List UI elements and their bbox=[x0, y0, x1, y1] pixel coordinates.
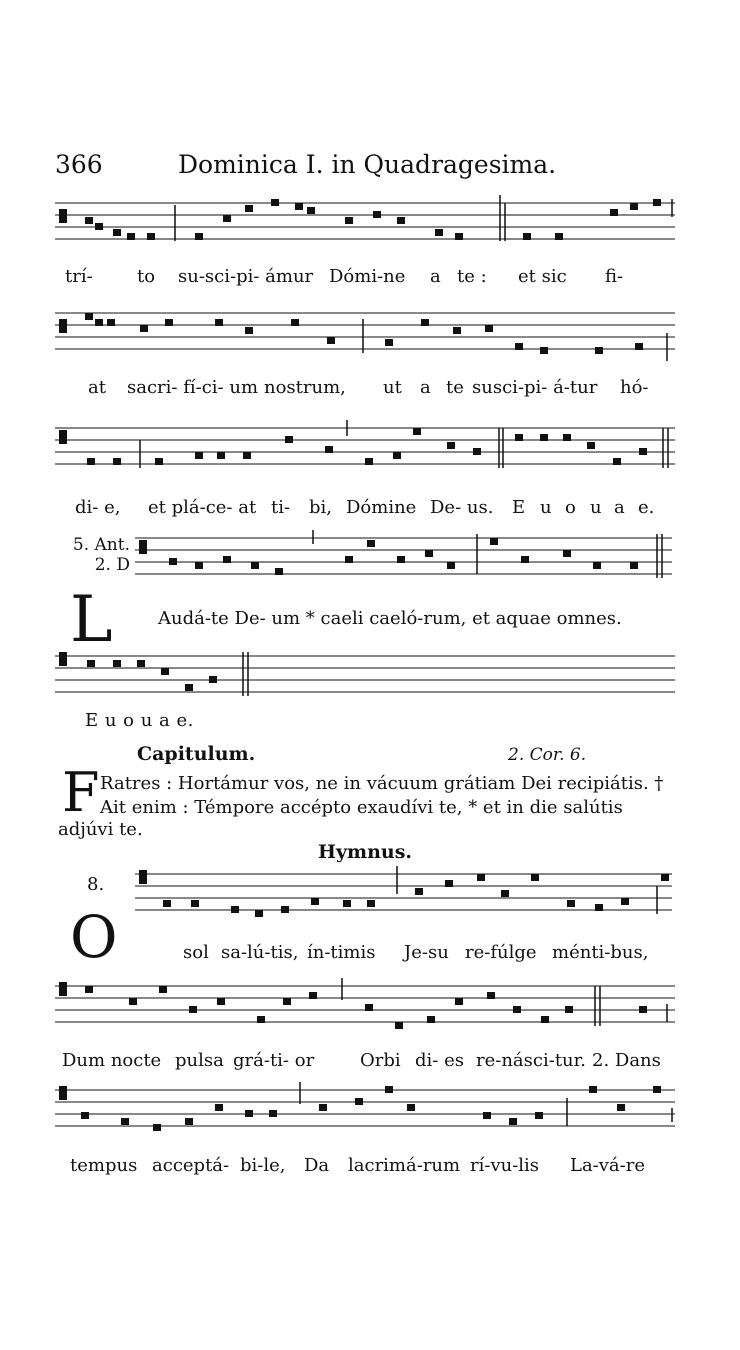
staff-lines bbox=[135, 530, 672, 590]
scripture-reference: 2. Cor. 6. bbox=[508, 745, 587, 765]
lyric-word: pulsa bbox=[175, 1050, 224, 1071]
lyric-word: Dómi-ne bbox=[329, 266, 406, 287]
lyric-word: E bbox=[512, 497, 526, 518]
staff-lines bbox=[55, 1082, 675, 1142]
drop-cap-initial: L bbox=[70, 583, 113, 657]
antiphon-euouae-staff bbox=[55, 648, 675, 708]
drop-cap-initial: O bbox=[70, 903, 118, 971]
capitulum-heading: Capitulum. bbox=[137, 743, 256, 765]
lyric-word: sol bbox=[183, 942, 209, 963]
lyric-word: Je-su bbox=[404, 942, 449, 963]
staff-lines bbox=[55, 420, 675, 480]
lyric-word: re-násci-tur. bbox=[476, 1050, 586, 1071]
lyric-word: a bbox=[614, 497, 625, 518]
lyric-word: te : bbox=[457, 266, 487, 287]
lyric-word: La-vá-re bbox=[570, 1155, 646, 1176]
lyric-word: o bbox=[565, 497, 576, 518]
antiphon-text: Audá-te De- um * caeli caeló-rum, et aquae omnes. bbox=[158, 608, 622, 629]
staff-lines bbox=[135, 866, 672, 926]
lyric-word: di- e, bbox=[75, 497, 121, 518]
lyric-word: u bbox=[540, 497, 552, 518]
lyric-word: e. bbox=[638, 497, 655, 518]
staff-lines bbox=[55, 305, 675, 365]
hymn-staff-1 bbox=[135, 866, 672, 926]
lyric-word: u bbox=[590, 497, 602, 518]
chant-staff-3 bbox=[55, 420, 675, 480]
lyric-word: susci-pi- á-tur bbox=[472, 377, 598, 398]
lyric-word: acceptá- bbox=[152, 1155, 230, 1176]
lyric-word: et sic bbox=[518, 266, 567, 287]
lyric-word: ín-timis bbox=[307, 942, 376, 963]
lyric-word: ménti-bus, bbox=[552, 942, 649, 963]
lyric-word: bi, bbox=[309, 497, 333, 518]
lyric-word: bi-le, bbox=[240, 1155, 286, 1176]
lyric-word: et plá-ce- at bbox=[148, 497, 257, 518]
lyric-word: grá-ti- or bbox=[233, 1050, 315, 1071]
chant-staff-1 bbox=[55, 195, 675, 255]
lyric-word: ti- bbox=[271, 497, 291, 518]
lyric-word: rí-vu-lis bbox=[470, 1155, 540, 1176]
lyric-word: a bbox=[430, 266, 441, 287]
chant-staff-2 bbox=[55, 305, 675, 365]
hymnus-heading: Hymnus. bbox=[318, 841, 413, 863]
lyric-word: Dómine bbox=[346, 497, 417, 518]
lyric-word: di- es bbox=[415, 1050, 464, 1071]
hymn-mode: 8. bbox=[87, 874, 105, 895]
lyric-word: sacri- fí-ci- um bbox=[127, 377, 259, 398]
lyric-word: tempus bbox=[70, 1155, 138, 1176]
lyric-word: ut bbox=[383, 377, 402, 398]
drop-cap-initial: F bbox=[62, 761, 100, 824]
hymn-staff-3 bbox=[55, 1082, 675, 1142]
capitulum-line-3: adjúvi te. bbox=[58, 819, 143, 840]
lyric-word: su-sci-pi- ámur bbox=[178, 266, 314, 287]
lyric-word: at bbox=[88, 377, 106, 398]
lyric-word: 2. Dans bbox=[592, 1050, 661, 1071]
page-number: 366 bbox=[55, 150, 103, 179]
lyric-word: trí- bbox=[65, 266, 93, 287]
antiphon-label bbox=[62, 535, 130, 575]
staff-lines bbox=[55, 978, 675, 1038]
lyric-word: a bbox=[420, 377, 431, 398]
antiphon-euouae: E u o u a e. bbox=[85, 710, 194, 731]
lyric-word: nostrum, bbox=[264, 377, 346, 398]
antiphon-number: 5. Ant. bbox=[72, 535, 130, 555]
lyric-word: fi- bbox=[605, 266, 624, 287]
lyric-word: Da bbox=[304, 1155, 330, 1176]
lyric-word: De- us. bbox=[430, 497, 494, 518]
lyric-word: sa-lú-tis, bbox=[221, 942, 299, 963]
capitulum-line-2: Ait enim : Témpore accépto exaudívi te, * et in die salútis bbox=[100, 797, 623, 818]
lyric-word: te bbox=[446, 377, 464, 398]
staff-lines bbox=[55, 648, 675, 708]
lyric-word: hó- bbox=[620, 377, 649, 398]
antiphon-mode: 2. D bbox=[94, 555, 130, 575]
antiphon-staff bbox=[135, 530, 672, 590]
lyric-word: Dum nocte bbox=[62, 1050, 162, 1071]
capitulum-line-1: Ratres : Hortámur vos, ne in vácuum grátiam Dei recipiátis. † bbox=[100, 773, 664, 794]
hymn-staff-2 bbox=[55, 978, 675, 1038]
lyric-word: to bbox=[137, 266, 156, 287]
page-title: Dominica I. in Quadragesima. bbox=[178, 150, 557, 179]
lyric-word: Orbi bbox=[360, 1050, 401, 1071]
lyric-word: lacrimá-rum bbox=[348, 1155, 461, 1176]
staff-lines bbox=[55, 195, 675, 255]
lyric-word: re-fúlge bbox=[465, 942, 537, 963]
